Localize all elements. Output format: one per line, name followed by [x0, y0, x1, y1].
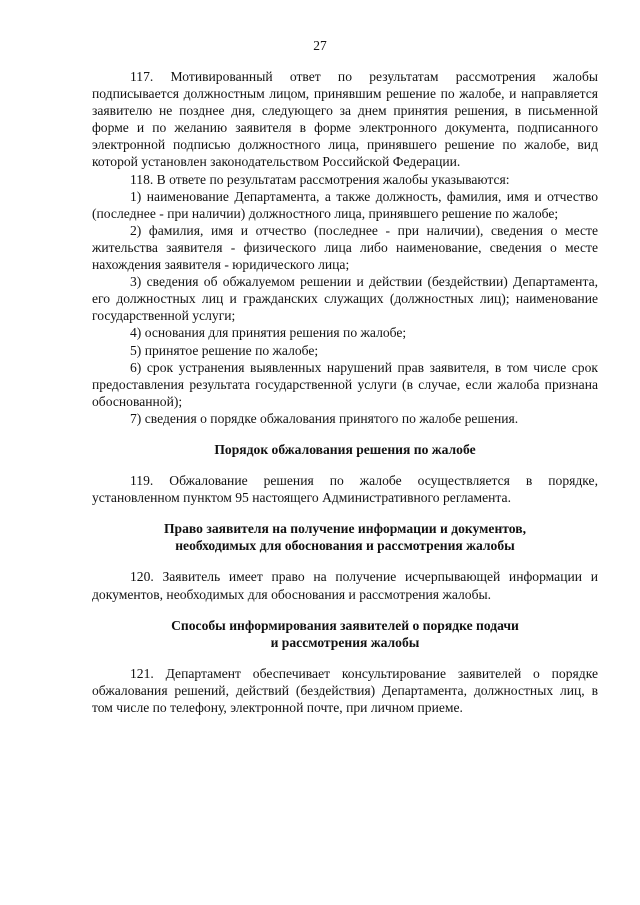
heading-line: и рассмотрения жалобы: [270, 634, 420, 650]
heading-line: Способы информирования заявителей о порядке подачи: [171, 617, 519, 633]
document-body: [92, 68, 598, 716]
paragraph-121: 121. Департамент обеспечивает консультирование заявителей о порядке обжалования решений, действий (бездействия) Департамента, должностных лиц, в том числе по телефону, электронной почте, при личном приеме.: [92, 665, 598, 715]
page-number: 27: [313, 38, 327, 53]
list-item-118-6: 6) срок устранения выявленных нарушений прав заявителя, в том числе срок предоставления результата государственной услуги (в случае, если жалоба признана обоснованной);: [92, 359, 598, 409]
paragraph-119: 119. Обжалование решения по жалобе осуществляется в порядке, установленном пунктом 95 настоящего Административного регламента.: [92, 473, 598, 506]
list-item-118-7: 7) сведения о порядке обжалования принятого по жалобе решения.: [130, 410, 519, 426]
section-heading-right-to-information: [92, 520, 598, 554]
heading-line: Порядок обжалования решения по жалобе: [214, 441, 476, 457]
heading-line: необходимых для обоснования и рассмотрения жалобы: [175, 538, 515, 554]
list-item-118-3: 3) сведения об обжалуемом решении и действии (бездействии) Департамента, его должностных лиц и гражданских служащих (должностных лиц); наименование государственной услуги;: [92, 274, 598, 324]
heading-line: Право заявителя на получение информации и документов,: [163, 521, 526, 537]
list-item-118-5: 5) принятое решение по жалобе;: [130, 342, 319, 358]
list-item-118-2: 2) фамилия, имя и отчество (последнее - при наличии), сведения о месте жительства заявителя - физического лица либо наименование, сведения о месте нахождения заявителя - юридического лица;: [92, 222, 598, 273]
section-heading-appeal-procedure: [92, 441, 598, 458]
paragraph-120: 120. Заявитель имеет право на получение исчерпывающей информации и документов, необходимых для обоснования и рассмотрения жалобы.: [92, 569, 598, 602]
list-item-118-1: 1) наименование Департамента, а также должность, фамилия, имя и отчество (последнее - при наличии) должностного лица, принявшего решение по жалобе;: [92, 188, 598, 221]
paragraph-118: 118. В ответе по результатам рассмотрения жалобы указываются:: [130, 171, 510, 187]
section-heading-informing-methods: [92, 617, 598, 651]
list-item-118-4: 4) основания для принятия решения по жалобе;: [130, 325, 407, 341]
paragraph-117: 117. Мотивированный ответ по результатам рассмотрения жалобы подписывается должностным лицом, принявшим решение по жалобе, и направляется заявителю не позднее дня, следующего за днем принятия решения, в письменной форме и по желанию заявителя в форме электронного документа, подписанного электронной подписью должностного лица, принявшего решение по жалобе, вид которой установлен законодательством Российской Федерации.: [92, 69, 598, 170]
